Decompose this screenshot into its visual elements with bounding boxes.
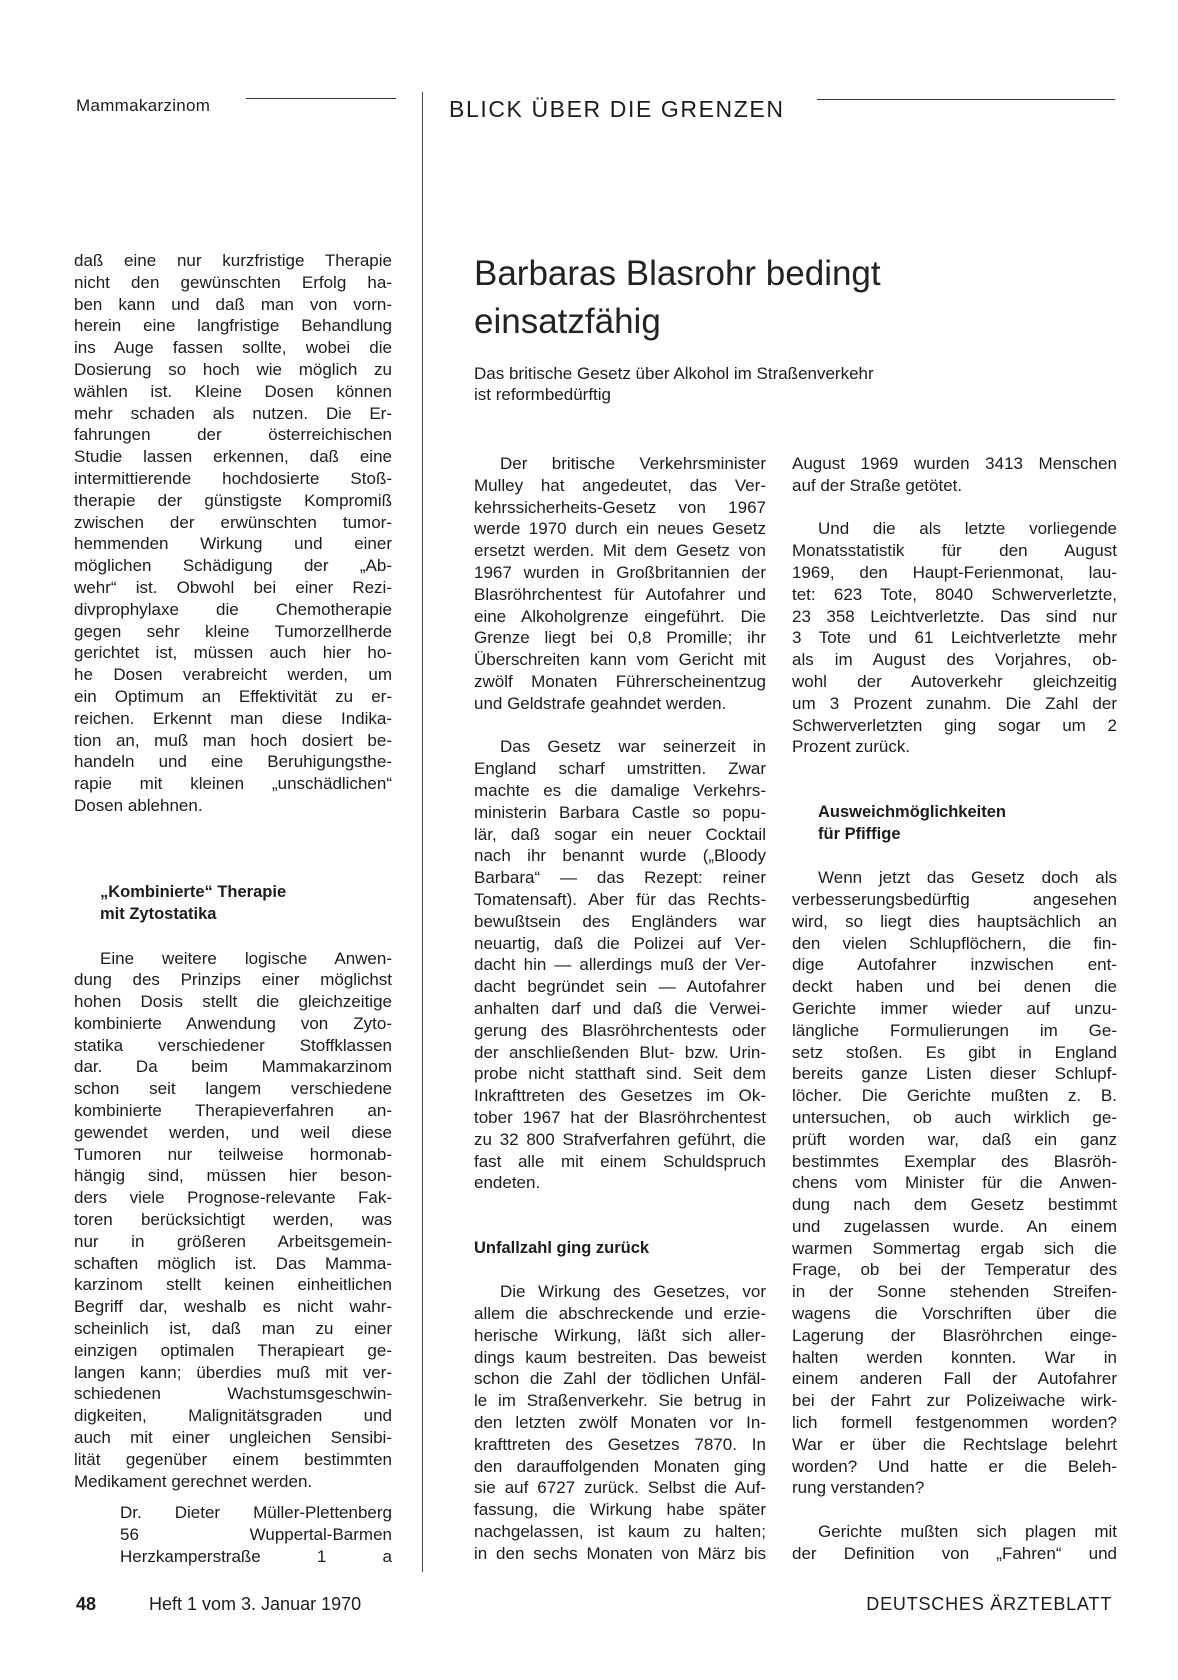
text-line: endeten.	[474, 1173, 541, 1193]
text-line: dung nach dem Gesetz bestimmt	[792, 1195, 1117, 1215]
signature-line: Dr. Dieter Müller-Plettenberg	[120, 1503, 392, 1523]
signature-line: Herzkamperstraße 1 a	[120, 1547, 392, 1567]
text-line: schaften möglich ist. Das Mamma-	[74, 1253, 392, 1273]
text-line: zwölf Monaten Führerscheinentzug	[474, 671, 766, 691]
text-line: gerung des Blasröhrchentests oder	[474, 1020, 766, 1040]
text-line: Begriff dar, weshalb es nicht wahr-	[74, 1297, 392, 1317]
journal-name: DEUTSCHES ÄRZTEBLATT	[866, 1594, 1112, 1614]
text-line: lich formell festgenommen worden?	[792, 1413, 1117, 1433]
text-line: untersuchen, ob auch wirklich ge-	[792, 1107, 1117, 1127]
text-line: Gerichte immer wieder auf unzu-	[792, 998, 1117, 1018]
header-rule-left	[246, 98, 396, 99]
paragraph	[792, 453, 1117, 497]
text-line: Blasröhrchentest für Autofahrer und	[474, 584, 766, 604]
text-line: reichen. Erkennt man diese Indika-	[74, 708, 392, 728]
text-line: gewendet werden, und weil diese	[74, 1122, 392, 1142]
text-line: längliche Formulierungen im Ge-	[792, 1020, 1117, 1040]
text-line: fast alle mit einem Schuldspruch	[474, 1151, 766, 1171]
text-line: setz stoßen. Es gibt in England	[792, 1042, 1117, 1062]
subheading: „Kombinierte“ Therapie	[100, 883, 287, 902]
subheading: für Pfiffige	[818, 824, 901, 843]
text-line: Lagerung der Blasröhrchen einge-	[792, 1325, 1117, 1345]
text-line: und zugelassen wurde. An einem	[792, 1216, 1117, 1236]
text-line: ministerin Barbara Castle so popu-	[474, 802, 766, 822]
text-line: le im Straßenverkehr. Sie betrug in	[474, 1391, 766, 1411]
column-right	[792, 453, 1117, 1565]
text-line: August 1969 wurden 3413 Menschen	[792, 454, 1117, 473]
text-line: therapie der günstigste Kompromiß	[74, 490, 392, 510]
text-line: kombinierte Anwendung von Zyto-	[74, 1013, 392, 1033]
text-line: War er über die Rechtslage belehrt	[792, 1434, 1117, 1454]
text-line: den letzten zwölf Monaten vor In-	[474, 1413, 766, 1433]
text-line: gerichtet ist, müssen auch hier ho-	[74, 643, 392, 663]
text-line: nicht den gewünschten Erfolg ha-	[74, 272, 392, 292]
text-line: dings kaum bestreiten. Das beweist	[474, 1347, 766, 1367]
text-line: worden? Und hatte er die Beleh-	[792, 1456, 1117, 1476]
text-line: Mulley hat angedeutet, das Ver-	[474, 475, 766, 495]
text-line: Dosierung so hoch wie möglich zu	[74, 359, 392, 379]
paragraph	[792, 518, 1117, 758]
text-line: 1967 wurden in Großbritannien der	[474, 562, 766, 582]
text-line: Das Gesetz war seinerzeit in	[500, 737, 766, 757]
text-line: Barbara“ — das Rezept: reiner	[474, 868, 766, 888]
text-line: werde 1970 durch ein neues Gesetz	[474, 519, 766, 539]
text-line: scheinlich ist, daß man zu einer	[74, 1319, 392, 1339]
text-line: Studie lassen erkennen, daß eine	[74, 447, 392, 467]
text-line: tober 1967 hat der Blasröhrchentest	[474, 1107, 766, 1127]
text-line: intermittierende hochdosierte Stoß-	[74, 468, 392, 488]
text-line: herische Wirkung, läßt sich aller-	[474, 1325, 766, 1345]
text-line: handeln und eine Beruhigungsthe-	[74, 752, 392, 772]
header-rule-right	[817, 99, 1115, 100]
text-line: in den sechs Monaten von März bis	[474, 1543, 766, 1563]
text-line: auch mit einer ungleichen Sensibi-	[74, 1428, 392, 1448]
author-signature	[74, 1502, 392, 1567]
text-line: kehrssicherheits-Gesetz von 1967	[474, 497, 766, 517]
text-line: fassung, die Wirkung habe später	[474, 1500, 766, 1520]
text-line: prüft worden war, daß ein ganz	[792, 1129, 1117, 1149]
text-line: karzinom stellt keinen einheitlichen	[74, 1275, 392, 1295]
article-title	[474, 250, 1094, 346]
text-line: dung des Prinzips einer möglichst	[74, 970, 392, 990]
issue-info: Heft 1 vom 3. Januar 1970	[149, 1594, 362, 1614]
article-subtitle	[474, 363, 1094, 405]
text-line: divprophylaxe die Chemotherapie	[74, 599, 392, 619]
text-line: bei der Fahrt zur Polizeiwache wirk-	[792, 1391, 1117, 1411]
paragraph	[74, 250, 392, 817]
text-line: in der Sonne stehenden Streifen-	[792, 1282, 1117, 1302]
text-line: herein eine langfristige Behandlung	[74, 316, 392, 336]
text-line: deckt haben und bei denen die	[792, 977, 1117, 997]
text-line: machte es die damalige Verkehrs-	[474, 780, 766, 800]
column-middle	[474, 453, 766, 1565]
text-line: nachgelassen, ist kaum zu halten;	[474, 1522, 766, 1542]
text-line: Monatsstatistik für den August	[792, 541, 1117, 561]
text-line: zu 32 800 Strafverfahren geführt, die	[474, 1129, 766, 1149]
section-title: BLICK ÜBER DIE GRENZEN	[449, 96, 785, 122]
text-line: Schwerverletzten ging sogar um 2	[792, 715, 1117, 735]
text-line: den vielen Schlupflöchern, die fin-	[792, 933, 1117, 953]
text-line: den darauffolgenden Monaten ging	[474, 1456, 766, 1476]
text-line: dige Autofahrer inzwischen ent-	[792, 955, 1117, 975]
subheading: Ausweichmöglichkeiten	[818, 802, 1006, 821]
paragraph	[474, 736, 766, 1194]
subheading: Unfallzahl ging zurück	[474, 1238, 650, 1257]
text-line: Die Wirkung des Gesetzes, vor	[500, 1282, 766, 1302]
text-line: England scharf umstritten. Zwar	[474, 759, 766, 779]
text-line: Wenn jetzt das Gesetz doch als	[818, 868, 1117, 888]
text-line: 3 Tote und 61 Leichtverletzte mehr	[792, 628, 1117, 648]
text-line: und Geldstrafe geahndet werden.	[474, 693, 727, 713]
text-line: ben kann und daß man von vorn-	[74, 294, 392, 314]
text-line: möglichen Schädigung der „Ab-	[74, 556, 392, 576]
text-line: toren berücksichtigt werden, was	[74, 1210, 392, 1230]
running-head-left: Mammakarzinom	[76, 96, 211, 115]
text-line: Dosen ablehnen.	[74, 795, 203, 815]
text-line: digkeiten, Malignitätsgraden und	[74, 1406, 392, 1426]
text-line: Inkrafttreten des Gesetzes im Ok-	[474, 1086, 766, 1106]
text-line: krafttreten des Gesetzes 7870. In	[474, 1434, 766, 1454]
text-line: Tumoren nur teilweise hormonab-	[74, 1144, 392, 1164]
text-line: langen kann; überdies muß mit ver-	[74, 1362, 392, 1382]
paragraph	[474, 453, 766, 715]
paragraph	[792, 867, 1117, 1499]
text-line: daß eine nur kurzfristige Therapie	[74, 251, 392, 270]
text-line: wohl der Autoverkehr gleichzeitig	[792, 671, 1117, 691]
text-line: kombinierte Therapieverfahren an-	[74, 1101, 392, 1121]
paragraph	[74, 948, 392, 1493]
text-line: einzigen optimalen Therapieart ge-	[74, 1340, 392, 1360]
article-subtitle-line: ist reformbedürftig	[474, 385, 611, 404]
text-line: dacht hin — allerdings muß der Ver-	[474, 955, 766, 975]
text-line: lär, daß sogar ein neuer Cocktail	[474, 824, 766, 844]
text-line: allem die abschreckende und erzie-	[474, 1304, 766, 1324]
text-line: mehr schaden als nutzen. Die Er-	[74, 403, 392, 423]
text-line: nur in größeren Arbeitsgemein-	[74, 1231, 392, 1251]
text-line: halten werden konnten. War in	[792, 1347, 1117, 1367]
text-line: verbesserungsbedürftig angesehen	[792, 889, 1117, 909]
text-line: schiedenen Wachstumsgeschwin-	[74, 1384, 392, 1404]
text-line: Prozent zurück.	[792, 737, 911, 757]
article-title-line: Barbaras Blasrohr bedingt	[474, 254, 881, 293]
text-line: schon seit langem verschiedene	[74, 1079, 392, 1099]
text-line: als im August des Vorjahres, ob-	[792, 650, 1117, 670]
text-line: ins Auge fassen sollte, wobei die	[74, 338, 392, 358]
subheading: mit Zytostatika	[100, 904, 217, 923]
text-line: auf der Straße getötet.	[792, 475, 963, 495]
text-line: Frage, ob bei der Temperatur des	[792, 1260, 1117, 1280]
text-line: Überschreiten kann vom Gericht mit	[474, 650, 766, 670]
text-line: Gerichte mußten sich plagen mit	[818, 1522, 1117, 1542]
text-line: Grenze liegt bei 0,8 Promille; ihr	[474, 628, 766, 648]
text-line: Tomatensaft). Aber für das Rechts-	[474, 889, 766, 909]
text-line: zwischen der erwünschten tumor-	[74, 512, 392, 532]
text-line: tion an, muß man hoch dosiert be-	[74, 730, 392, 750]
text-line: bewußtsein des Engländers war	[474, 911, 766, 931]
column-divider	[422, 92, 423, 1572]
text-line: rapie mit kleinen „unschädlichen“	[74, 774, 392, 794]
text-line: tet: 623 Tote, 8040 Schwerverletzte,	[792, 584, 1117, 604]
paragraph	[474, 1281, 766, 1564]
text-line: Medikament gerechnet werden.	[74, 1471, 313, 1491]
text-line: 1969, den Haupt-Ferienmonat, lau-	[792, 562, 1117, 582]
text-line: wird, so liegt dies hauptsächlich an	[792, 911, 1117, 931]
text-line: rung verstanden?	[792, 1478, 925, 1498]
signature-line: 56 Wuppertal-Barmen	[120, 1525, 392, 1545]
text-line: wehr“ ist. Obwohl bei einer Rezi-	[74, 577, 392, 597]
text-line: fahrungen der österreichischen	[74, 425, 392, 445]
text-line: ersetzt werden. Mit dem Gesetz von	[474, 541, 766, 561]
article-title-line: einsatzfähig	[474, 302, 661, 341]
text-line: Eine weitere logische Anwen-	[100, 948, 392, 968]
text-line: ein Optimum an Effektivität zu er-	[74, 686, 392, 706]
text-line: anhalten darf und daß die Verwei-	[474, 998, 766, 1018]
text-line: ders viele Prognose-relevante Fak-	[74, 1188, 392, 1208]
article-subtitle-line: Das britische Gesetz über Alkohol im Straßenverkehr	[474, 364, 874, 383]
paragraph	[792, 1521, 1117, 1565]
text-line: 23 358 Leichtverletzte. Das sind nur	[792, 606, 1117, 626]
text-line: Der britische Verkehrsminister	[500, 454, 766, 473]
text-line: eine Alkoholgrenze eingeführt. Die	[474, 606, 766, 626]
text-line: warmen Sommertag ergab sich die	[792, 1238, 1117, 1258]
column-left	[74, 250, 392, 1568]
text-line: nach ihr benannt wurde („Bloody	[474, 846, 766, 866]
page-number: 48	[76, 1594, 97, 1614]
text-line: chens vom Minister für die Anwen-	[792, 1173, 1117, 1193]
text-line: neuartig, daß die Polizei auf Ver-	[474, 933, 766, 953]
text-line: hohen Dosis stellt die gleichzeitige	[74, 992, 392, 1012]
text-line: der Definition von „Fahren“ und	[792, 1543, 1117, 1563]
text-line: lität gegenüber einem bestimmten	[74, 1449, 392, 1469]
text-line: wagens die Vorschriften über die	[792, 1304, 1117, 1324]
text-line: bereits ganze Listen dieser Schlupf-	[792, 1064, 1117, 1084]
text-line: schon die Zahl der tödlichen Unfäl-	[474, 1369, 766, 1389]
text-line: he Dosen verabreicht werden, um	[74, 665, 392, 685]
text-line: sie auf 6727 zurück. Selbst die Auf-	[474, 1478, 766, 1498]
text-line: wählen ist. Kleine Dosen können	[74, 381, 392, 401]
text-line: statika verschiedener Stoffklassen	[74, 1035, 392, 1055]
text-line: dacht begründet sein — Autofahrer	[474, 977, 766, 997]
text-line: um 3 Prozent zunahm. Die Zahl der	[792, 693, 1117, 713]
text-line: dar. Da beim Mammakarzinom	[74, 1057, 392, 1077]
text-line: gegen sehr kleine Tumorzellherde	[74, 621, 392, 641]
text-line: hemmenden Wirkung und einer	[74, 534, 392, 554]
text-line: der anschließenden Blut- bzw. Urin-	[474, 1042, 766, 1062]
text-line: bestimmtes Exemplar des Blasröh-	[792, 1151, 1117, 1171]
text-line: hängig sind, müssen hier beson-	[74, 1166, 392, 1186]
text-line: Und die als letzte vorliegende	[818, 519, 1117, 539]
text-line: einem anderen Fall der Autofahrer	[792, 1369, 1117, 1389]
text-line: probe nicht statthaft sind. Seit dem	[474, 1064, 766, 1084]
text-line: löcher. Die Gerichte mußten z. B.	[792, 1086, 1117, 1106]
